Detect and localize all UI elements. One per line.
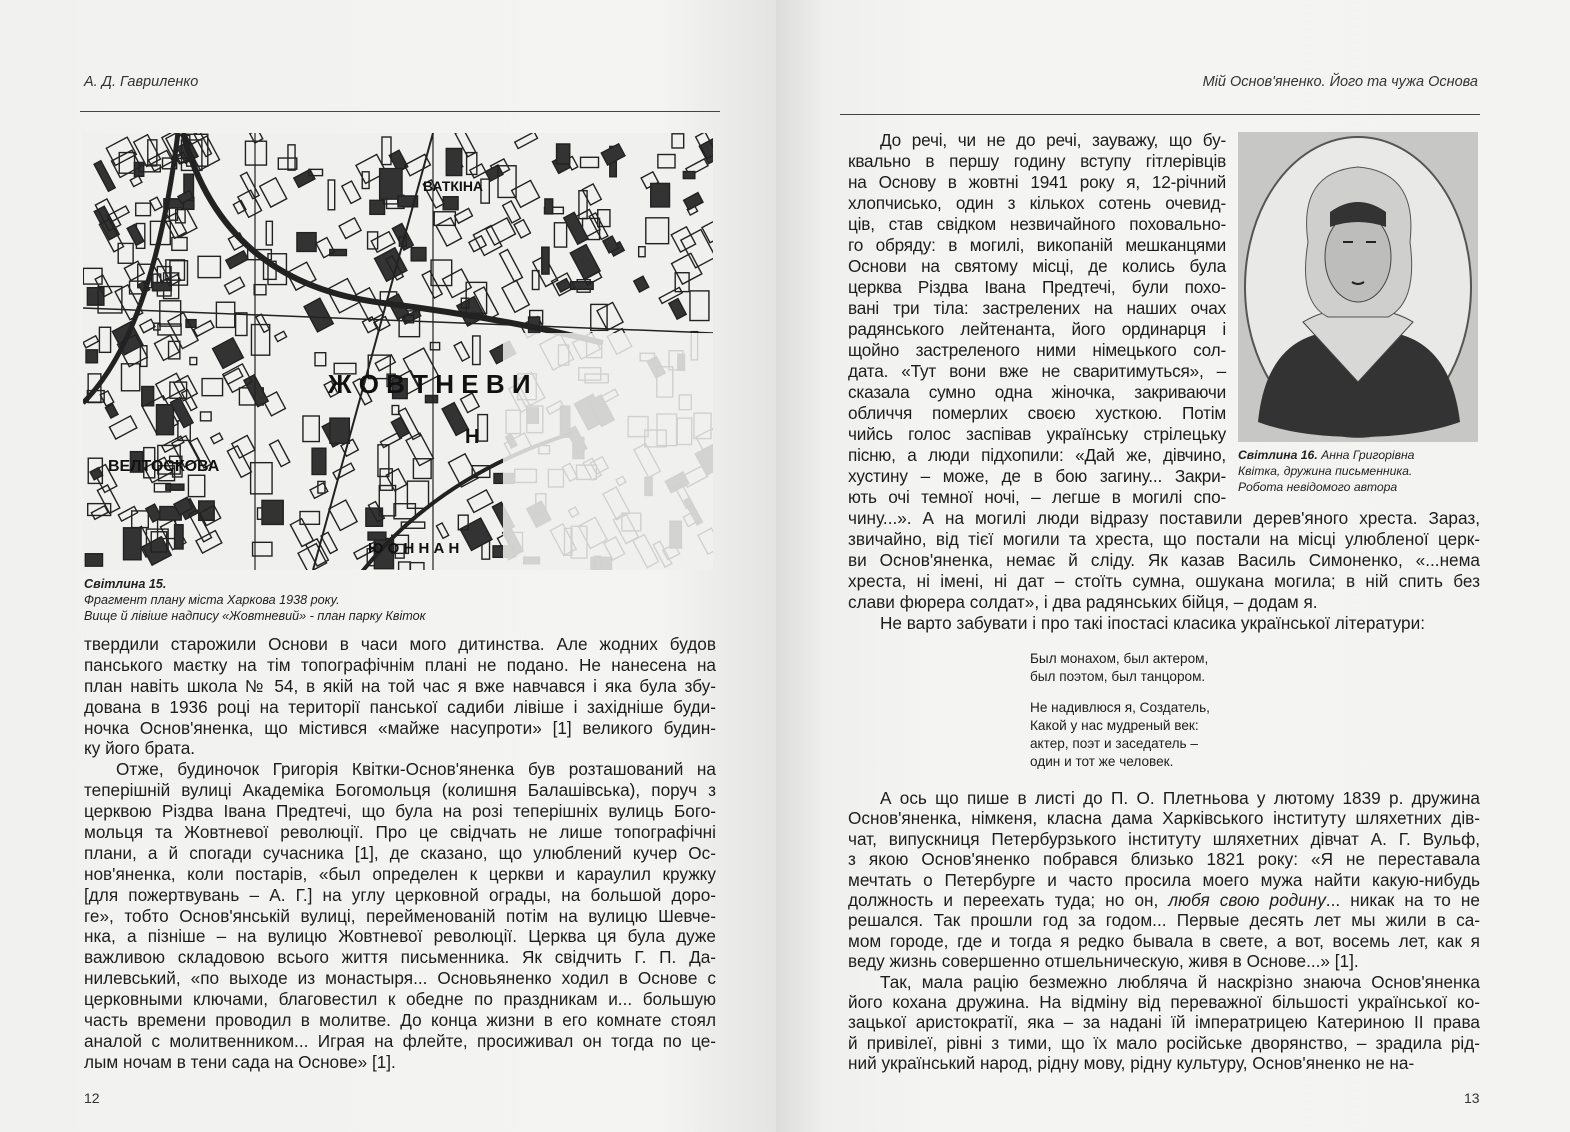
map-block <box>651 183 670 207</box>
text-line: лым ночам в тени сада на Основе» [1]. <box>84 1051 396 1072</box>
city-map-figure <box>83 133 713 570</box>
text-line <box>848 890 1480 910</box>
text-line: Отже, будиночок Григорія Квітки-Основ'яненка був розташований на <box>116 759 716 780</box>
map-block <box>251 463 272 494</box>
map-block <box>142 386 154 405</box>
map-block <box>634 276 649 292</box>
text-line: ночка Основ'яненка, що містився «майже насупроти» [1] великого будин- <box>84 717 716 738</box>
map-block <box>669 299 686 320</box>
map-block <box>342 181 361 203</box>
text-line: Основ'яненка, німкеня, класна дама Харківського інституту шляхетних дів- <box>848 808 1480 829</box>
map-block <box>683 172 695 179</box>
text-line: го обряду: в могилі, викопаній мешканцями <box>848 235 1226 255</box>
left-body-text <box>84 634 716 1073</box>
poem-line: актер, поэт и заседатель – <box>1030 736 1198 751</box>
map-block <box>254 285 266 295</box>
text-line: ють очі темної ночі, – легше в могилі спо- <box>848 487 1226 507</box>
text-line: сказала сумно одна жіночка, закриваючи <box>848 382 1226 402</box>
right-body-text-2 <box>848 788 1480 1073</box>
map-block <box>406 433 433 466</box>
poem-quote <box>1030 650 1210 784</box>
text-line: Так, мала рацію безмежно любляча й наскрізно знаюча Основ'яненка <box>880 971 1480 992</box>
map-block <box>370 200 385 214</box>
map-block <box>216 302 234 327</box>
text-line: нов'яненка, коли постарів, «был определен к церкви и караулил кружку <box>84 863 716 884</box>
map-block <box>443 197 458 210</box>
map-block <box>200 412 211 421</box>
text-line: обличчя померлих своєю хусткою. Потім <box>848 403 1226 423</box>
map-block <box>333 463 354 479</box>
text-line: чат, випускниця Петербурзького інституту шляхетних дівчат А. Г. Вульф, <box>848 828 1480 849</box>
map-block <box>294 169 315 187</box>
map-block <box>156 405 173 435</box>
text-segment: должность и переехать туда; но он, <box>848 889 1169 910</box>
map-block <box>601 144 625 165</box>
text-line: хлопчисько, один з кількох сотень очевид- <box>848 193 1226 213</box>
map-block <box>392 406 399 415</box>
map-block <box>411 248 426 261</box>
map-block <box>85 554 102 566</box>
map-block <box>198 256 220 277</box>
text-line: церквою Різдва Івана Предтечі, що була на розі теперішніх вулиць Бого- <box>84 801 716 822</box>
map-block <box>702 221 713 242</box>
text-line: зацької аристократії, яка – за надані їй імператрицею Катериною II права <box>848 1012 1480 1033</box>
text-line: церква Різдва Івана Предтечі, були похо- <box>848 277 1226 297</box>
map-block <box>132 511 149 528</box>
italic-text: любя свою родину <box>1168 889 1326 910</box>
header-rule <box>80 111 720 112</box>
map-block <box>646 218 669 244</box>
map-block <box>545 199 553 214</box>
caption-line: Вище й лівіше надпису «Жовтневий» - план парку Квіток <box>84 609 426 623</box>
map-label: Ю О Н Н А Н <box>368 540 460 557</box>
map-block <box>690 291 709 321</box>
figure-label: Світлина 16. <box>1238 448 1318 462</box>
map-block <box>127 224 144 245</box>
map-block <box>245 141 266 165</box>
map-block <box>443 269 472 297</box>
map-block <box>368 532 386 540</box>
poem-line: Не надивлюся я, Создатель, <box>1030 700 1210 715</box>
map-label: ВЕЛТОСКОВА <box>108 458 220 475</box>
poem-line: Какой у нас мудреный век: <box>1030 718 1199 733</box>
map-block <box>582 184 601 205</box>
running-head-right: Мій Основ'яненко. Його та чужа Основа <box>1202 74 1478 90</box>
map-block <box>262 500 283 524</box>
text-line: теперішній вулиці Академіка Богомольця (колишня Балашівська), поруч з <box>84 780 716 801</box>
map-block <box>213 338 244 369</box>
text-line: на Основу в жовтні 1941 року я, 12-річний <box>848 172 1226 192</box>
map-block <box>681 230 713 268</box>
caption-line: Анна Григорівна <box>1321 448 1415 462</box>
text-line: хустину – може, де в бою загину... Закри- <box>848 466 1226 486</box>
text-line: нилевський, «по выходе из монастыря... Основьяненко ходил в Основе с <box>84 968 716 989</box>
map-block <box>233 200 246 213</box>
map-block <box>190 358 197 365</box>
map-block <box>121 364 139 391</box>
map-block <box>86 350 97 363</box>
text-line: з якою Основ'яненко побрався близько 1821 року: «Я не переставала <box>848 849 1480 870</box>
figure-16-caption <box>1238 447 1414 495</box>
text-line: решался. Так прошли год за годом... Первые десять лет мы жили в са- <box>848 910 1480 931</box>
poem-line: один и тот же человек. <box>1030 754 1174 769</box>
caption-line: Фрагмент плану міста Харкова 1938 року. <box>84 593 340 607</box>
map-block <box>290 519 313 547</box>
map-block <box>94 161 115 192</box>
map-block <box>175 525 184 549</box>
text-line: план навіть школа № 54, в якій на той час я вже навчався і яка була збу- <box>84 675 716 696</box>
map-block <box>672 134 684 148</box>
map-block <box>699 136 713 163</box>
map-block <box>382 137 391 165</box>
map-block <box>557 144 570 164</box>
text-line: мечтать о Петербурге и часто просила моего мужа найти какую-нибудь <box>848 869 1480 890</box>
map-block <box>118 506 137 521</box>
map-block <box>263 392 286 416</box>
text-line: А ось що пише в листі до П. О. Плетньова у лютому 1839 р. дружина <box>880 788 1480 808</box>
map-block <box>446 148 461 175</box>
text-line: Не варто забувати і про такі іпостасі класика української літератури: <box>880 613 1425 633</box>
text-line: твердили старожили Основи в часи мого дитинства. Але жодних будов <box>84 634 716 654</box>
header-rule <box>840 114 1480 115</box>
text-line: ку його брата. <box>84 738 196 759</box>
map-block <box>124 528 142 560</box>
figure-label: Світлина 15. <box>84 577 167 591</box>
text-line: щойно застреленого ними німецького сол- <box>848 340 1226 360</box>
map-block <box>394 504 415 519</box>
poem-line: Был монахом, был актером, <box>1030 651 1209 666</box>
text-line: мольця та Жовтневої революції. Про це свідчать не лише топографічні <box>84 822 716 843</box>
text-line: слави фюрера солдат», і два радянських бійця, – додам я. <box>848 592 1318 612</box>
map-block <box>211 433 223 444</box>
map-block <box>500 249 523 281</box>
map-block <box>312 448 326 474</box>
text-line: мом городе, где и тогда я редко бывала в свете, а вот, восемь лет, как я <box>848 930 1480 951</box>
map-block <box>581 157 599 167</box>
map-block <box>91 506 108 520</box>
map-block <box>225 277 245 294</box>
text-line: нка, а пізніше – на вулицю Жовтневої революції. Церква ця була дуже <box>84 926 716 947</box>
map-block <box>454 342 469 361</box>
map-block <box>399 562 411 570</box>
map-label: ВАТКІНА <box>423 178 484 194</box>
map-block <box>330 418 349 443</box>
map-block <box>244 375 268 407</box>
text-line: хреста, ні імені, ні дат – стоїть сумна, ошукана могила; в ній спить без <box>848 571 1480 591</box>
map-block <box>188 475 204 496</box>
text-line: часть времени проводил в молитве. До конца жизни в его комнате стоял <box>84 1010 716 1031</box>
map-block <box>542 247 549 274</box>
map-block <box>564 212 589 244</box>
map-block <box>503 201 521 223</box>
map-block <box>160 301 181 326</box>
map-block <box>658 155 675 168</box>
map-block <box>118 243 133 263</box>
map-block <box>275 331 287 341</box>
map-block <box>467 490 493 513</box>
text-line: квально в першу годину вступу гітлерівців <box>848 151 1226 171</box>
map-block <box>202 379 222 396</box>
map-label: Ж О В Т Н Е В И <box>328 369 531 399</box>
map-block <box>136 203 151 216</box>
text-line: важливою складовою всього життя письменника. Як свідчить Г. П. Да- <box>84 947 716 968</box>
text-line: пісню, а люди підхопили: «Дай же, дівчино, <box>848 445 1226 465</box>
map-block <box>375 248 407 282</box>
caption-line: Квітка, дружина письменника. <box>1238 464 1413 478</box>
map-block <box>194 321 214 337</box>
text-line: плани, а й спогади сучасника [1], де сказано, що улюблений кучер Ос- <box>84 842 716 863</box>
page-number: 12 <box>84 1090 100 1106</box>
map-block <box>413 459 431 479</box>
map-block <box>150 197 162 210</box>
text-line: церковными ключами, благовестил к обедне по праздникам и... большую <box>84 989 716 1010</box>
map-block <box>304 298 333 332</box>
text-line: ний український народ, рідну мову, рідну культуру, Основ'яненко не на- <box>848 1053 1415 1074</box>
map-block <box>380 169 402 200</box>
text-line: [для пожертвувань – А. Г.] на углу церковной ограды, на большой доро- <box>84 884 716 905</box>
map-block <box>410 563 424 570</box>
map-block <box>460 518 492 550</box>
map-block <box>154 335 179 360</box>
text-line: радянського лейтенанта, його ординарця і <box>848 319 1226 339</box>
map-block <box>97 485 119 513</box>
map-block <box>597 302 623 330</box>
map-block <box>502 280 529 312</box>
text-line: чийсь голос заспівав українську стрілецьку <box>848 424 1226 444</box>
right-body-text-1 <box>848 508 1480 634</box>
map-block <box>532 271 539 290</box>
map-block <box>554 223 566 247</box>
text-line: Основи на святому місці, де колись була <box>848 256 1226 276</box>
right-narrow-text <box>848 130 1226 508</box>
map-block <box>639 247 645 257</box>
map-block <box>434 212 455 226</box>
text-line: аналой с молитвенником... Играя на флейте, просиживал он тогда по це- <box>84 1030 716 1051</box>
page-number: 13 <box>1464 1090 1480 1106</box>
map-block <box>174 376 197 401</box>
caption-line: Робота невідомого автора <box>1238 480 1398 494</box>
text-line: й привілеї, рівні з тими, що їх мало російське дворянство, – зрадила рід- <box>848 1032 1480 1053</box>
map-block <box>684 193 703 210</box>
map-block <box>105 404 118 418</box>
map-block <box>99 327 110 352</box>
map-block <box>470 164 486 178</box>
map-block <box>380 469 392 490</box>
text-line: дата. «Тут вони вже не сваритимуться», – <box>848 361 1226 381</box>
text-line: До речі, чи не до речі, зауважу, що бу- <box>880 130 1226 150</box>
map-label: Н <box>465 426 480 448</box>
text-line: ців, став свідком незвичайного поховально- <box>848 214 1226 234</box>
map-block <box>339 218 361 239</box>
map-block <box>431 260 452 286</box>
map-block <box>329 500 357 530</box>
poem-stanza <box>1030 699 1210 771</box>
text-line: його кохана дружина. На відміну від переважної більшості української ко- <box>848 991 1480 1012</box>
text-line: вані три тіла: застрелених на наших очах <box>848 298 1226 318</box>
map-block <box>227 446 251 478</box>
map-block <box>328 180 335 210</box>
text-line: ви Основ'яненка, немає й сліду. Як казав Василь Симоненко, «...нема <box>848 550 1480 570</box>
map-block <box>260 178 287 207</box>
map-block <box>172 237 187 250</box>
map-block <box>166 484 184 490</box>
map-block <box>251 325 269 356</box>
map-block <box>236 313 247 336</box>
map-block <box>109 416 136 439</box>
map-block <box>315 353 326 366</box>
map-block <box>226 251 248 269</box>
map-block <box>90 468 103 480</box>
poem-stanza <box>1030 650 1210 686</box>
map-block <box>297 233 316 252</box>
poem-line: был поэтом, был танцором. <box>1030 669 1206 684</box>
text-line: веду жизнь совершенно отшельническую, живя в Основе...» [1]. <box>848 951 1359 972</box>
map-block <box>514 220 530 238</box>
map-block <box>140 319 155 332</box>
running-head-left: А. Д. Гавриленко <box>84 74 199 90</box>
map-block <box>303 416 319 442</box>
left-page <box>0 0 776 1132</box>
text-line: панського маєтку на тім топографічнім плані не подано. Не нанесена на <box>84 654 716 675</box>
map-block <box>430 343 439 350</box>
map-block <box>130 176 142 187</box>
text-line: чину...». А на могилі люди відразу поставили дерев'яного хреста. Зараз, <box>848 508 1480 528</box>
map-block <box>422 271 442 298</box>
text-line: ге», тобто Основ'янській вулиці, перейменованій потім на вулицю Шевче- <box>84 905 716 926</box>
map-block <box>266 221 272 245</box>
map-block <box>436 523 448 538</box>
map-block <box>83 336 98 348</box>
map-block <box>455 208 473 223</box>
map-block <box>473 336 480 365</box>
map-block <box>672 253 702 284</box>
text-segment: ... никак на то не <box>1325 889 1480 910</box>
figure-15-caption <box>84 576 426 624</box>
map-block <box>256 314 270 332</box>
portrait-figure <box>1238 132 1478 442</box>
text-line: звичайно, від тієї могили та хреста, що постали на місці улюбленої церк- <box>848 529 1480 549</box>
map-block <box>473 226 501 256</box>
map-block <box>515 133 538 149</box>
text-line: дована в 1936 році на території панської садиби лівіше і західніше буди- <box>84 696 716 717</box>
